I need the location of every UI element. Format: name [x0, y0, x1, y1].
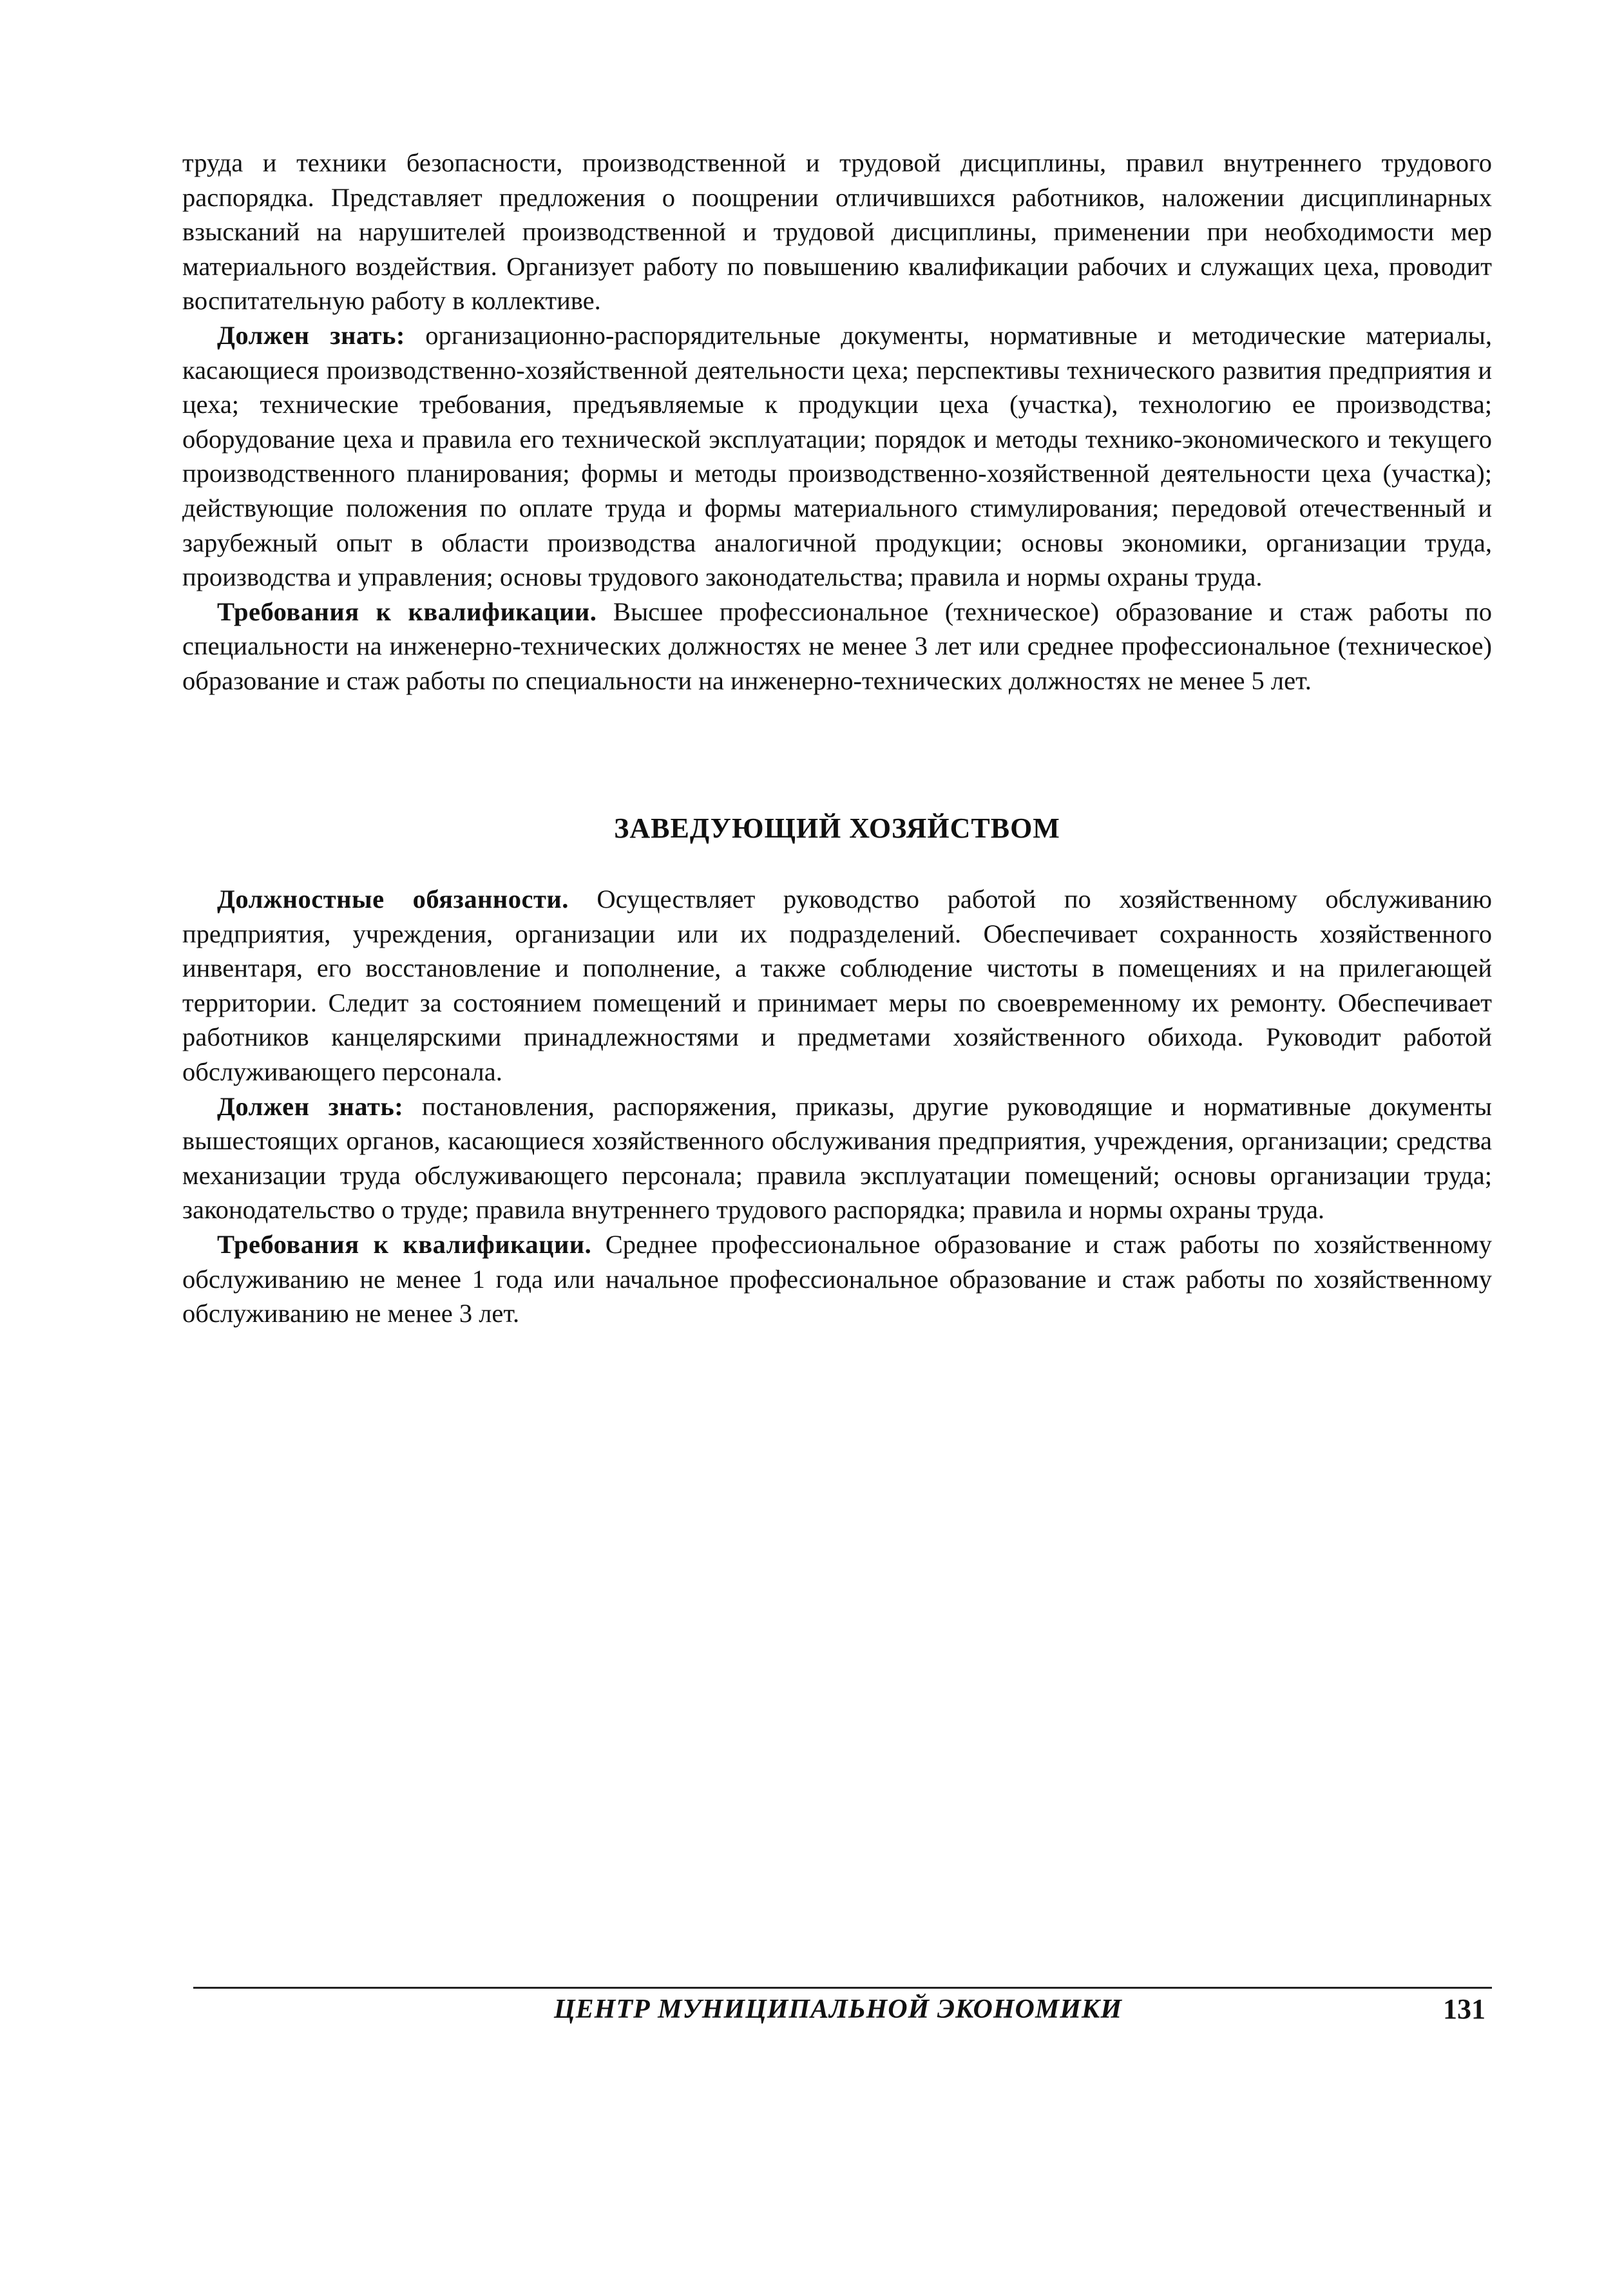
- requirements-label: Требования к квалификации.: [217, 597, 597, 626]
- requirements-text: Высшее профессиональное (техническое) образование и стаж работы по специальности на инженерно-технических должностях не менее 3 лет или среднее профессиональное (техническое) образование и стаж работы по специальности на инженерно-технических должностях не менее 5 лет.: [182, 597, 1492, 695]
- section-heading: ЗАВЕДУЮЩИЙ ХОЗЯЙСТВОМ: [614, 812, 1060, 844]
- footer-divider: [193, 1987, 1492, 1989]
- continuation-text: труда и техники безопасности, производственной и трудовой дисциплины, правил внутреннего трудового распорядка. Представляет предложения о поощрении отличившихся работников, наложении дисциплинарных взысканий на нарушителей производственной и трудовой дисциплины, применении при необходимости мер материального воздействия. Организует работу по повышению квалификации рабочих и служащих цеха, проводит воспитательную работу в коллективе.: [182, 148, 1492, 316]
- section-requirements-text: Среднее профессиональное образование и стаж работы по хозяйственному обслуживанию не менее 1 года или начальное профессиональное образование и стаж работы по хозяйственному обслуживанию не менее 3 лет.: [182, 1229, 1492, 1328]
- section-must-know-paragraph: [182, 1089, 1492, 1227]
- must-know-text: организационно-распорядительные документы, нормативные и методические материалы, касающиеся производственно-хозяйственной деятельности цеха; перспективы технического развития предприятия и цеха; технические требования, предъявляемые к продукции цеха (участка), технологию ее производства; оборудование цеха и правила его технической эксплуатации; порядок и методы технико-экономического и текущего производственного планирования; формы и методы производственно-хозяйственной деятельности цеха (участка); действующие положения по оплате труда и формы материального стимулирования; передовой отечественный и зарубежный опыт в области производства аналогичной продукции; основы экономики, организации труда, производства и управления; основы трудового законодательства; правила и нормы охраны труда.: [182, 320, 1492, 592]
- section-requirements-label: Требования к квалификации.: [217, 1229, 592, 1259]
- must-know-paragraph: [182, 318, 1492, 595]
- duties-text: Осуществляет руководство работой по хозяйственному обслуживанию предприятия, учреждения, организации или их подразделений. Обеспечивает сохранность хозяйственного инвентаря, его восстановление и пополнение, а также соблюдение чистоты в помещениях и на прилегающей территории. Следит за состоянием помещений и принимает меры по своевременному их ремонту. Обеспечивает работников канцелярскими принадлежностями и предметами хозяйственного обихода. Руководит работой обслуживающего персонала.: [182, 885, 1492, 1086]
- duties-paragraph: [182, 882, 1492, 1089]
- must-know-label: Должен знать:: [217, 320, 405, 350]
- continuation-paragraph: [182, 146, 1492, 318]
- requirements-paragraph: [182, 595, 1492, 698]
- duties-label: Должностные обязанности.: [217, 885, 569, 914]
- section-text-block: [182, 882, 1492, 1331]
- page-number: 131: [1443, 1993, 1485, 2025]
- section-must-know-label: Должен знать:: [217, 1091, 404, 1121]
- top-text-block: [182, 146, 1492, 698]
- footer-title: ЦЕНТР МУНИЦИПАЛЬНОЙ ЭКОНОМИКИ: [554, 1995, 1123, 2024]
- section-requirements-paragraph: [182, 1227, 1492, 1331]
- section-must-know-text: постановления, распоряжения, приказы, другие руководящие и нормативные документы вышестоящих органов, касающиеся хозяйственного обслуживания предприятия, учреждения, организации; средства механизации труда обслуживающего персонала; правила эксплуатации помещений; основы организации труда; законодательство о труде; правила внутреннего трудового распорядка; правила и нормы охраны труда.: [182, 1091, 1492, 1225]
